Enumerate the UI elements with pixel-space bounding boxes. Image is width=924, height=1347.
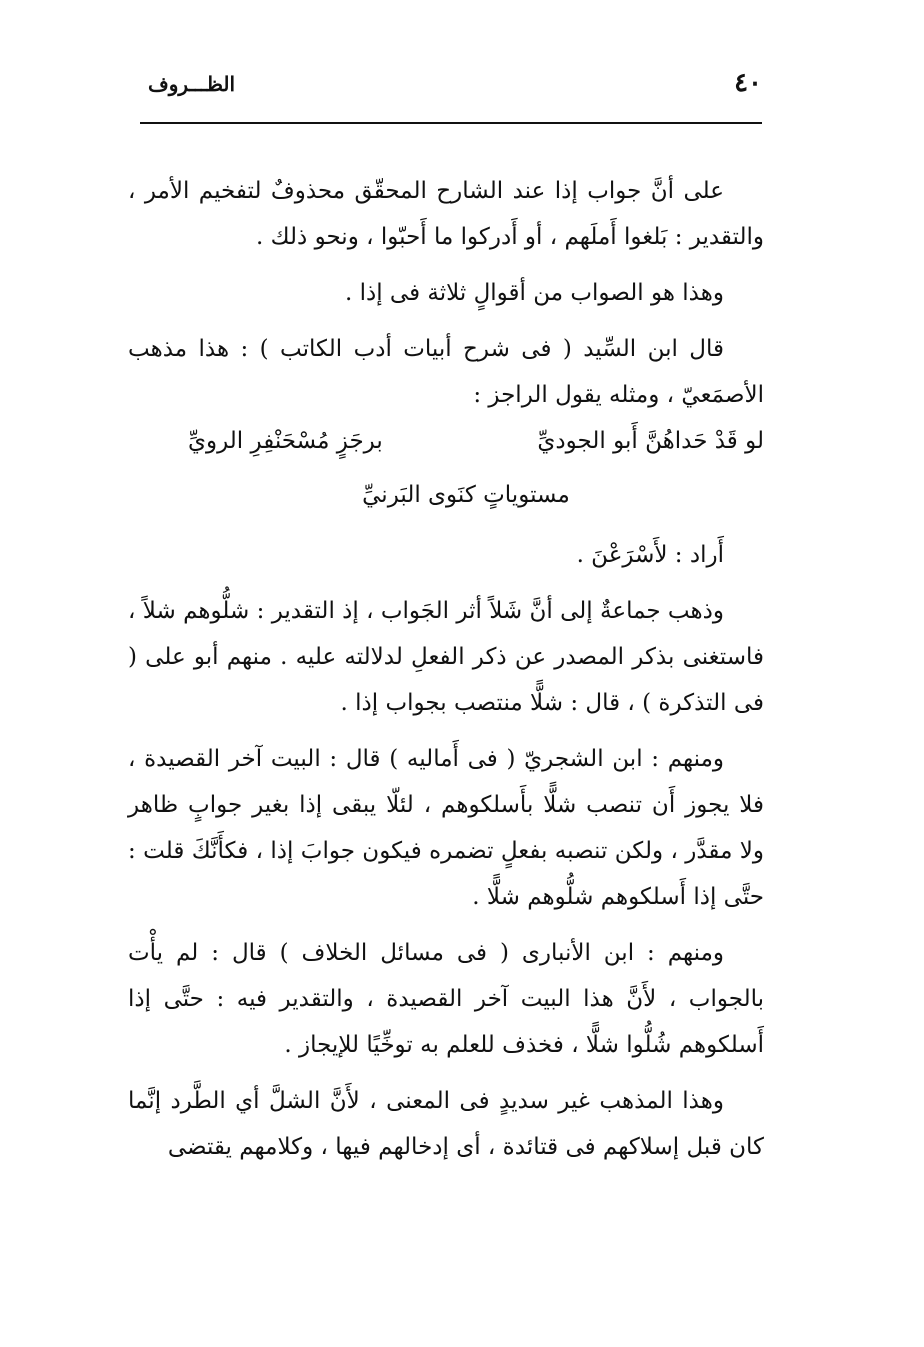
verse-hemistich-first: لو قَدْ حَداهُنَّ أَبو الجوديِّ [537,428,764,454]
verse-hemistich-second: برجَزٍ مُسْحَنْفِرِ الرويِّ [188,428,383,454]
paragraph-8: وهذا المذهب غير سديدٍ فى المعنى ، لأَنَّ الشلَّ أي الطَّرد إنَّما كان قبل إسلاكهم فى قتائدة ، أى إدخالهم فيها ، وكلامهم يقتضى [128,1088,764,1160]
header-rule [140,122,762,124]
paragraph-3: قال ابن السِّيد ( فى شرح أبيات أدب الكاتب ) : هذا مذهب الأصمَعيّ ، ومثله يقول الراجز : [128,336,764,408]
paragraph-4: أَراد : لأَسْرَعْنَ . [576,542,724,568]
page-number: ٤٠ [734,68,762,98]
verse-line-single: مستوياتٍ كنَوى البَرنيِّ [362,482,570,508]
paragraph-6: ومنهم : ابن الشجريّ ( فى أَماليه ) قال : البيت آخر القصيدة ، فلا يجوز أَن تنصب شلًّا بأَسلكوهم ، لئلّا يبقى إذا بغير جوابٍ ظاهر ولا مقدَّر ، ولكن تنصبه بفعلٍ تضمره فيكون جوابَ إذا ، فكأَنَّكَ قلت : حتَّى إذا أَسلكوهم شلُّوهم شلًّا . [128,746,764,910]
body-text [128,168,764,1180]
running-title: الظـــروف [148,72,236,96]
paragraph-5: وذهب جماعةٌ إلى أنَّ شَلاً أثر الجَواب ، إذ التقدير : شلُّوهم شلاً ، فاستغنى بذكر المصدر عن ذكر الفعلِ لدلالته عليه . منهم أبو على ( فى التذكرة ) ، قال : شلًّا منتصب بجواب إذا . [128,598,764,716]
page-header [140,68,762,108]
verse-line [128,418,764,464]
paragraph-7: ومنهم : ابن الأنبارى ( فى مسائل الخلاف ) قال : لم يأْت بالجواب ، لأَنَّ هذا البيت آخر القصيدة ، والتقدير فيه : حتَّى إذا أَسلكوهم شُلُّوا شلًّا ، فخذف للعلم به توخِّيًا للإيجاز . [128,940,764,1058]
paragraph-2: وهذا هو الصواب من أقوالٍ ثلاثة فى إذا . [344,280,724,306]
paragraph-1: على أنَّ جواب إذا عند الشارح المحقّق محذوفٌ لتفخيم الأمر ، والتقدير : بَلغوا أَملَهم ، أو أَدركوا ما أَحبّوا ، ونحو ذلك . [128,178,764,250]
